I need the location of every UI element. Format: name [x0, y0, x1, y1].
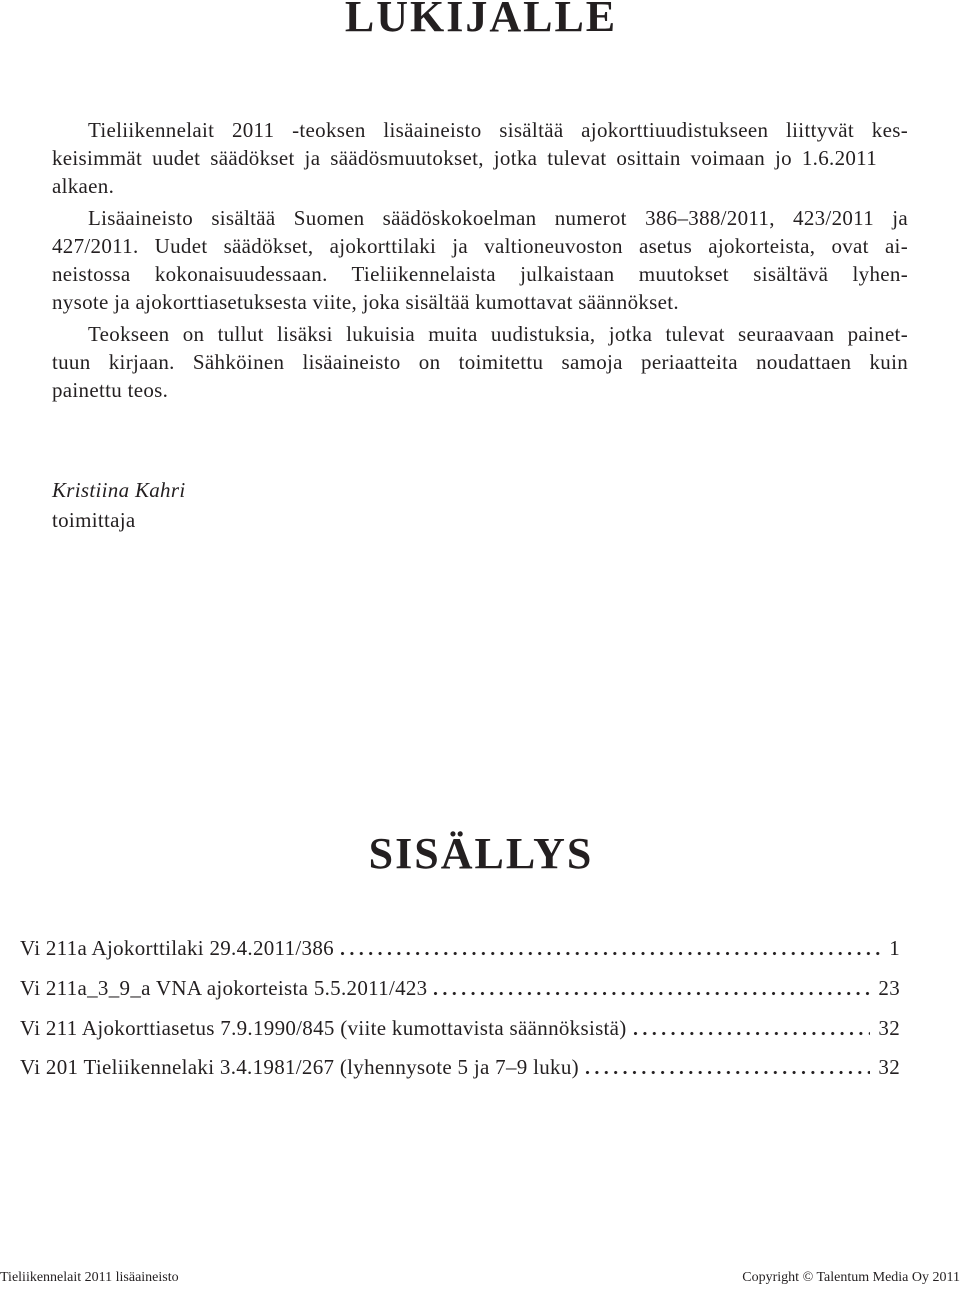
- signature-role: toimittaja: [52, 508, 136, 532]
- footer-copyright: Copyright © Talentum Media Oy 2011: [742, 1270, 960, 1285]
- toc-entry-label: Vi 201 Tieliikennelaki 3.4.1981/267 (lyhennysote 5 ja 7–9 luku): [20, 1055, 579, 1079]
- dot-leader: [633, 1014, 871, 1042]
- paragraph-line: Lisäaineisto sisältää Suomen säädöskokoelman numerot 386–388/2011, 423/2011 ja: [88, 206, 908, 230]
- toc-entry: [20, 974, 900, 1002]
- paragraph-line: alkaen.: [52, 174, 115, 198]
- toc-entry: [20, 1014, 900, 1042]
- toc-entry-label: Vi 211a Ajokorttilaki 29.4.2011/386: [20, 936, 334, 960]
- paragraph-line: nysote ja ajokorttiasetuksesta viite, joka sisältää kumottavat säännökset.: [52, 290, 679, 314]
- toc-entry: [20, 934, 900, 962]
- signature-name: Kristiina Kahri: [52, 478, 186, 502]
- dot-leader: [585, 1053, 870, 1081]
- toc-entry-page: 23: [878, 976, 900, 1000]
- footer-publication: Tieliikennelait 2011 lisäaineisto: [0, 1270, 179, 1285]
- paragraph-line: keisimmät uudet säädökset ja säädösmuutokset, jotka tulevat osittain voimaan jo 1.6.2011: [52, 146, 877, 170]
- toc-heading: SISÄLLYS: [368, 829, 594, 878]
- toc-entry-page: 1: [889, 936, 900, 960]
- paragraph-line: 427/2011. Uudet säädökset, ajokorttilaki ja valtioneuvoston asetus ajokorteista, ovat ai-: [52, 234, 908, 258]
- paragraph-1: [52, 116, 908, 200]
- paragraph-line: tuun kirjaan. Sähköinen lisäaineisto on toimitettu samoja periaatteita noudattaen kuin: [52, 350, 908, 374]
- page-title: LUKIJALLE: [344, 0, 618, 41]
- toc-entry-page: 32: [878, 1055, 900, 1079]
- toc-entry-label: Vi 211 Ajokorttiasetus 7.9.1990/845 (viite kumottavista säännöksistä): [20, 1016, 627, 1040]
- paragraph-line: Teokseen on tullut lisäksi lukuisia muita uudistuksia, jotka tulevat seuraavaan painet-: [88, 322, 908, 346]
- toc-entry-label: Vi 211a_3_9_a VNA ajokorteista 5.5.2011/423: [20, 976, 428, 1000]
- dot-leader: [433, 974, 870, 1002]
- paragraph-line: neistossa kokonaisuudessaan. Tieliikennelaista julkaistaan muutokset sisältävä lyhen-: [52, 262, 908, 286]
- paragraph-line: painettu teos.: [52, 378, 169, 402]
- toc-entry-page: 32: [878, 1016, 900, 1040]
- paragraph-2: [52, 204, 908, 316]
- paragraph-line: Tieliikennelait 2011 -teoksen lisäaineisto sisältää ajokorttiuudistukseen liittyvät kes-: [88, 118, 908, 142]
- paragraph-3: [52, 320, 908, 404]
- toc-entry: [20, 1053, 900, 1081]
- dot-leader: [340, 934, 881, 962]
